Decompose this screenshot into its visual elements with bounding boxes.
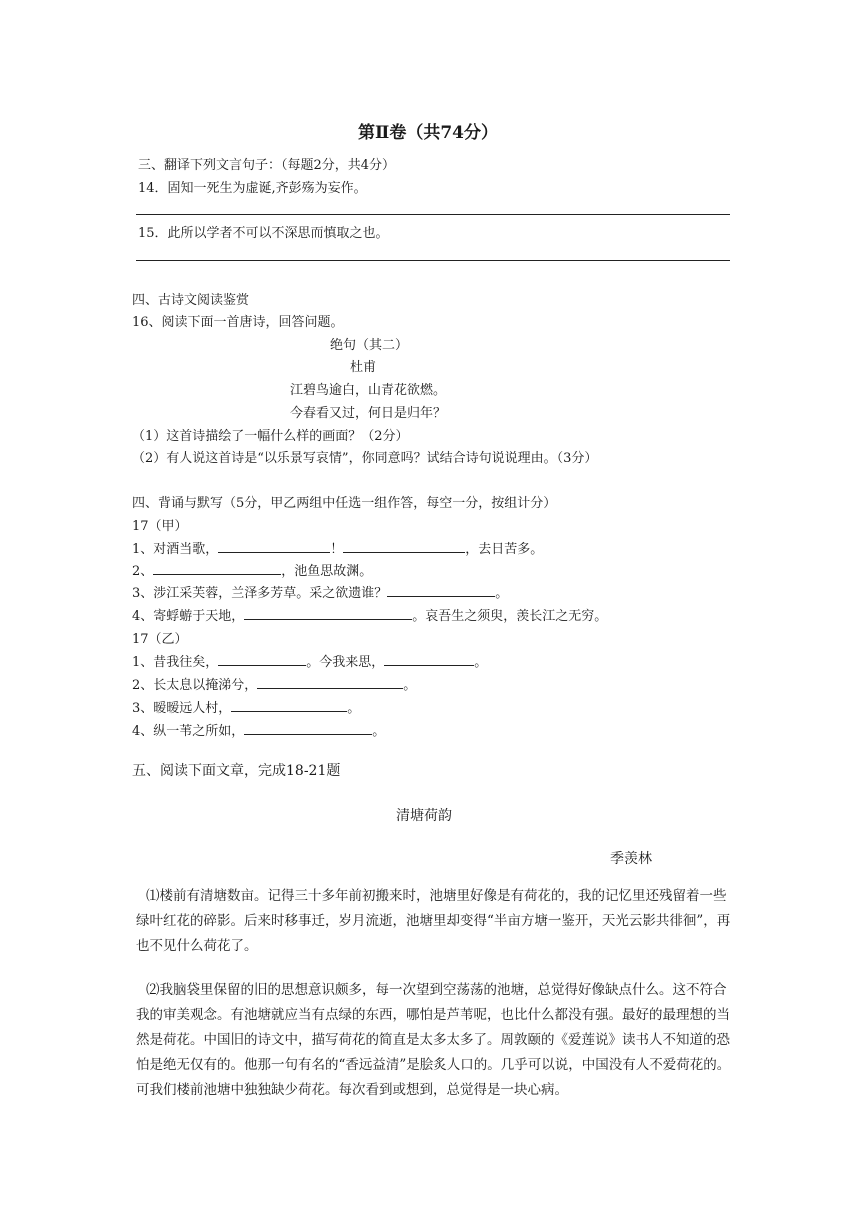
group-a-item-1: 1、对酒当歌， ！ ，去日苦多。 [132,538,543,557]
blank-a1-2[interactable] [343,539,465,553]
blank-a2-1[interactable] [153,561,281,575]
group-a-label: 17（甲） [132,519,188,534]
blank-a1-1[interactable] [218,539,330,553]
article-paragraph-2: ⑵我脑袋里保留的旧的思想意识颇多，每一次望到空荡荡的池塘，总觉得好像缺点什么。这不符合我的审美观念。有池塘就应当有点绿的东西，哪怕是芦苇呢，也比什么都没有强。最好的最理想的当然是荷花。中国旧的诗文中，描写荷花的简直是太多太多了。周敦颐的《爱莲说》读书人不知道的恐怕是绝无仅有的。他那一句有名的“香远益清”是脍炙人口的。几乎可以说，中国没有人不爱荷花的。可我们楼前池塘中独独缺少荷花。每次看到或想到，总觉得是一块心病。 [136,982,731,1098]
blank-b3-1[interactable] [231,698,347,712]
question-15: 15．此所以学者不可以不深思而慎取之也。 [138,226,389,241]
blank-b1-2[interactable] [384,652,474,666]
poem-line-1: 江碧鸟逾白，山青花欲燃。 [290,383,447,398]
question-16-sub-1: （1）这首诗描绘了一幅什么样的画面？（2分） [132,429,409,444]
section-5-heading: 五、阅读下面文章，完成18-21题 [132,763,341,779]
article-paragraph-1: ⑴楼前有清塘数亩。记得三十多年前初搬来时，池塘里好像是有荷花的，我的记忆里还残留着一些绿叶红花的碎影。后来时移事迁，岁月流逝，池塘里却变得“半亩方塘一鉴开，天光云影共徘徊”，再也不见什么荷花了。 [136,888,731,954]
blank-b4-1[interactable] [244,721,372,735]
poem-line-2: 今春看又过，何日是归年？ [290,406,447,421]
group-b-item-2: 2、长太息以掩涕兮， 。 [132,674,416,693]
article-author: 季羡林 [610,851,652,867]
section-4b-heading: 四、背诵与默写（5分，甲乙两组中任选一组作答，每空一分，按组计分） [132,496,557,511]
group-b-item-3: 3、暧暧远人村， 。 [132,697,360,716]
group-a-item-2: 2、 ，池鱼思故渊。 [132,560,372,579]
answer-line-14[interactable] [136,214,730,215]
question-16: 16、阅读下面一首唐诗，回答问题。 [132,315,344,330]
blank-a4-1[interactable] [244,606,412,620]
group-b-item-1: 1、昔我往矣， 。今我来思， 。 [132,651,487,670]
group-a-item-3: 3、涉江采芙蓉，兰泽多芳草。采之欲遗谁？ 。 [132,582,508,601]
section-3-heading: 三、翻译下列文言句子：（每题2分，共4分） [138,158,396,173]
section-4a-heading: 四、古诗文阅读鉴赏 [132,293,250,308]
page-title: 第Ⅱ卷（共74分） [358,123,498,143]
question-14: 14．固知一死生为虚诞,齐彭殇为妄作。 [138,181,367,196]
poem-author: 杜甫 [350,360,377,375]
question-16-sub-2: （2）有人说这首诗是“以乐景写哀情”，你同意吗？试结合诗句说说理由。（3分） [132,451,598,466]
group-b-label: 17（乙） [132,632,188,647]
blank-b1-1[interactable] [218,652,306,666]
article-title: 清塘荷韵 [396,808,452,824]
blank-a3-1[interactable] [387,583,495,597]
answer-line-15[interactable] [136,260,730,261]
group-a-item-4: 4、寄蜉蝣于天地， 。哀吾生之须臾，羡长江之无穷。 [132,605,607,624]
group-b-item-4: 4、纵一苇之所如， 。 [132,720,385,739]
blank-b2-1[interactable] [257,675,403,689]
poem-title: 绝句（其二） [330,338,409,353]
